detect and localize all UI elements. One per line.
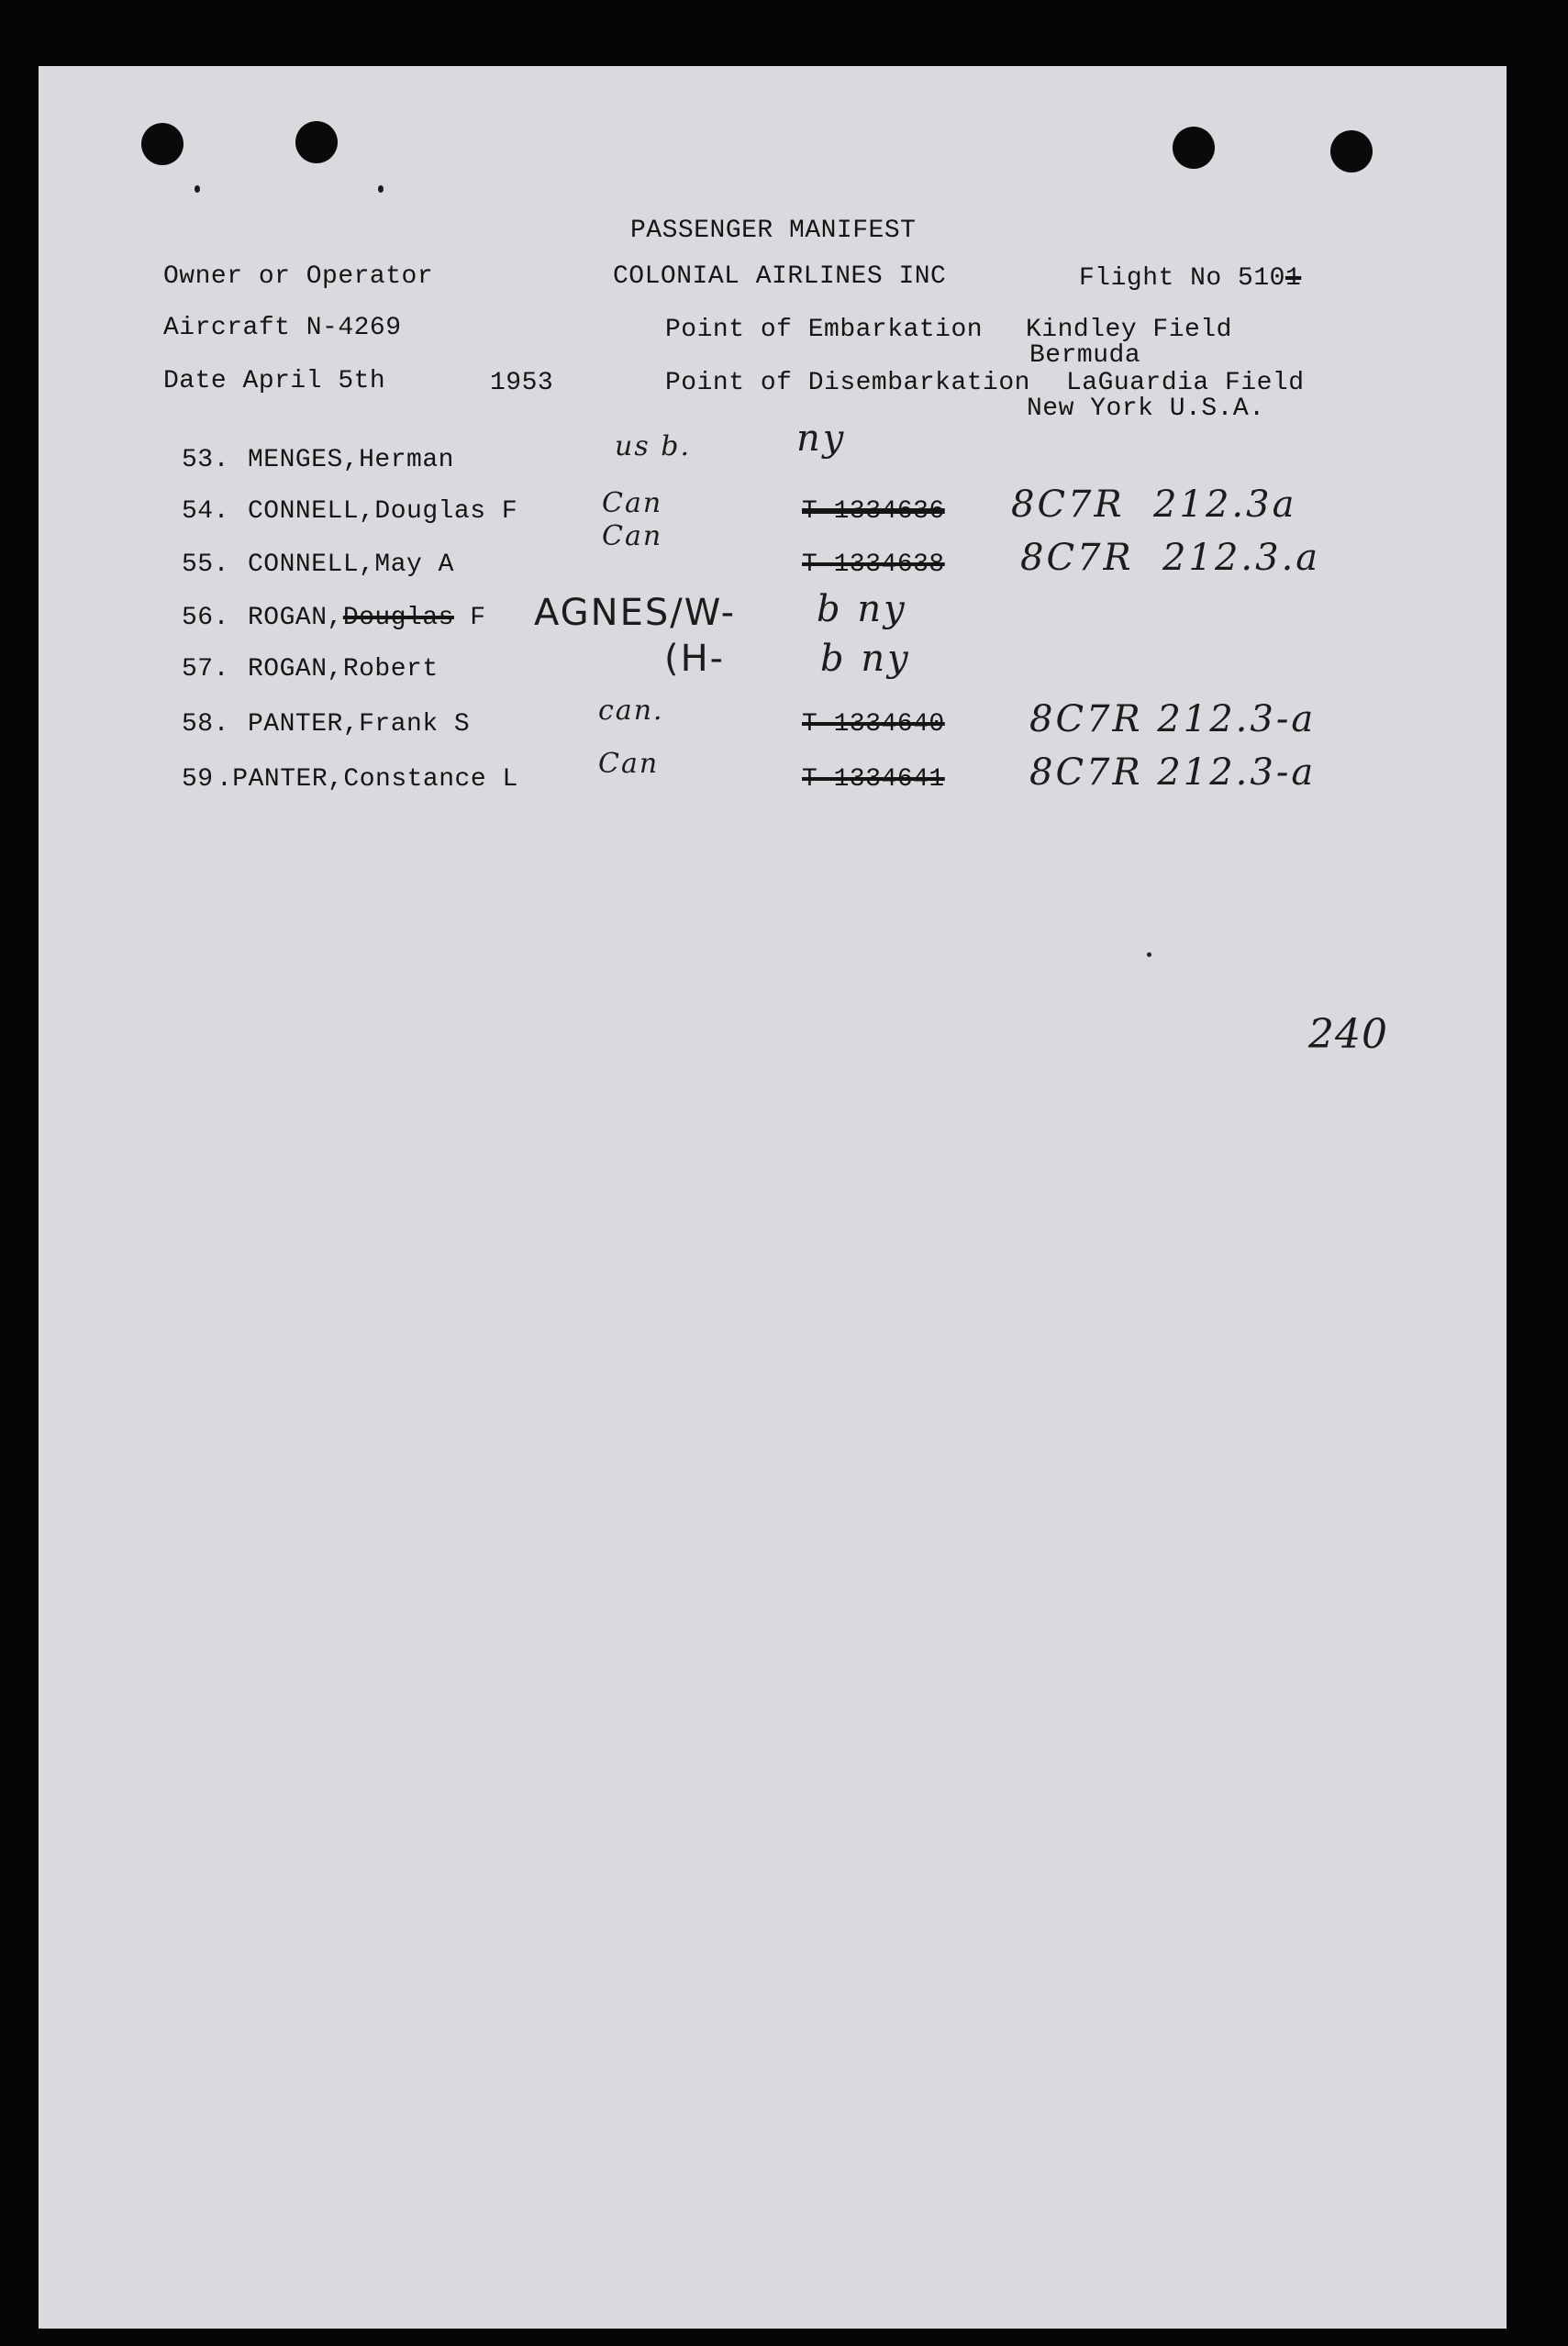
passenger-59-nationality: Can — [598, 748, 660, 780]
passenger-57-name: ROGAN,Robert — [248, 655, 439, 684]
page-number: 240 — [1308, 1011, 1388, 1058]
disembarkation-value: LaGuardia Field — [1066, 369, 1305, 397]
disembarkation-label: Point of Disembarkation — [665, 369, 1030, 397]
passenger-56-number: 56. — [182, 604, 229, 632]
passenger-56-name — [248, 606, 486, 631]
passenger-55-nationality: Can — [602, 520, 663, 552]
passenger-56-struck-name: Douglas — [342, 604, 454, 632]
embarkation-value: Kindley Field — [1026, 316, 1232, 344]
passenger-56-place: b ny — [817, 588, 907, 630]
passenger-53-nationality: us b. — [615, 430, 691, 462]
passenger-53-name: MENGES,Herman — [248, 446, 454, 474]
passenger-58-reference: 8C7R 212.3-a — [1029, 698, 1317, 740]
passenger-54-reference: 8C7R 212.3a — [1011, 484, 1297, 526]
passenger-56-correction: AGNES/W- — [534, 592, 737, 634]
speck-3 — [1147, 952, 1151, 957]
passenger-55-name: CONNELL,May A — [248, 550, 454, 579]
document-page — [39, 66, 1507, 2329]
passenger-56-initial: F — [453, 604, 486, 632]
manifest-title: PASSENGER MANIFEST — [630, 217, 917, 245]
disembarkation-value-2: New York U.S.A. — [1027, 395, 1265, 423]
passenger-59-name: .PANTER,Constance L — [217, 765, 518, 794]
passenger-58-ticket: T-1334640 — [802, 710, 945, 739]
passenger-55-ticket: T-1334638 — [802, 550, 945, 579]
passenger-57-place: b ny — [820, 638, 911, 680]
passenger-59-ticket: T-1334641 — [802, 765, 945, 794]
passenger-57-nationality: (H- — [664, 638, 726, 680]
flight-number-overwrite: 1 — [1284, 264, 1302, 293]
aircraft: Aircraft N-4269 — [163, 314, 402, 342]
embarkation-label: Point of Embarkation — [665, 316, 984, 344]
passenger-57-number: 57. — [182, 655, 229, 684]
punch-hole-1 — [141, 123, 183, 165]
passenger-56-surname: ROGAN, — [248, 604, 343, 632]
punch-hole-4 — [1330, 130, 1373, 172]
punch-hole-2 — [295, 121, 338, 163]
passenger-59-number: 59 — [182, 765, 214, 794]
year: 1953 — [490, 369, 554, 397]
passenger-53-place: ny — [796, 417, 847, 460]
flight-number — [1079, 266, 1301, 292]
passenger-53-number: 53. — [182, 446, 229, 474]
passenger-54-name: CONNELL,Douglas F — [248, 497, 518, 526]
flight-number-text: Flight No 510 — [1079, 264, 1285, 293]
speck-1 — [195, 185, 200, 193]
passenger-59-reference: 8C7R 212.3-a — [1029, 751, 1317, 794]
owner-label: Owner or Operator — [163, 262, 434, 291]
date: Date April 5th — [163, 367, 386, 395]
passenger-58-number: 58. — [182, 710, 229, 739]
passenger-54-number: 54. — [182, 497, 229, 526]
owner-value: COLONIAL AIRLINES INC — [613, 262, 947, 291]
speck-2 — [378, 185, 384, 193]
passenger-58-nationality: can. — [598, 695, 664, 727]
passenger-55-reference: 8C7R 212.3.a — [1020, 537, 1321, 579]
punch-hole-3 — [1173, 127, 1215, 169]
passenger-54-nationality: Can — [602, 487, 663, 519]
passenger-58-name: PANTER,Frank S — [248, 710, 471, 739]
passenger-55-number: 55. — [182, 550, 229, 579]
passenger-54-ticket: T-1334636 — [802, 497, 945, 526]
embarkation-value-2: Bermuda — [1029, 341, 1141, 370]
